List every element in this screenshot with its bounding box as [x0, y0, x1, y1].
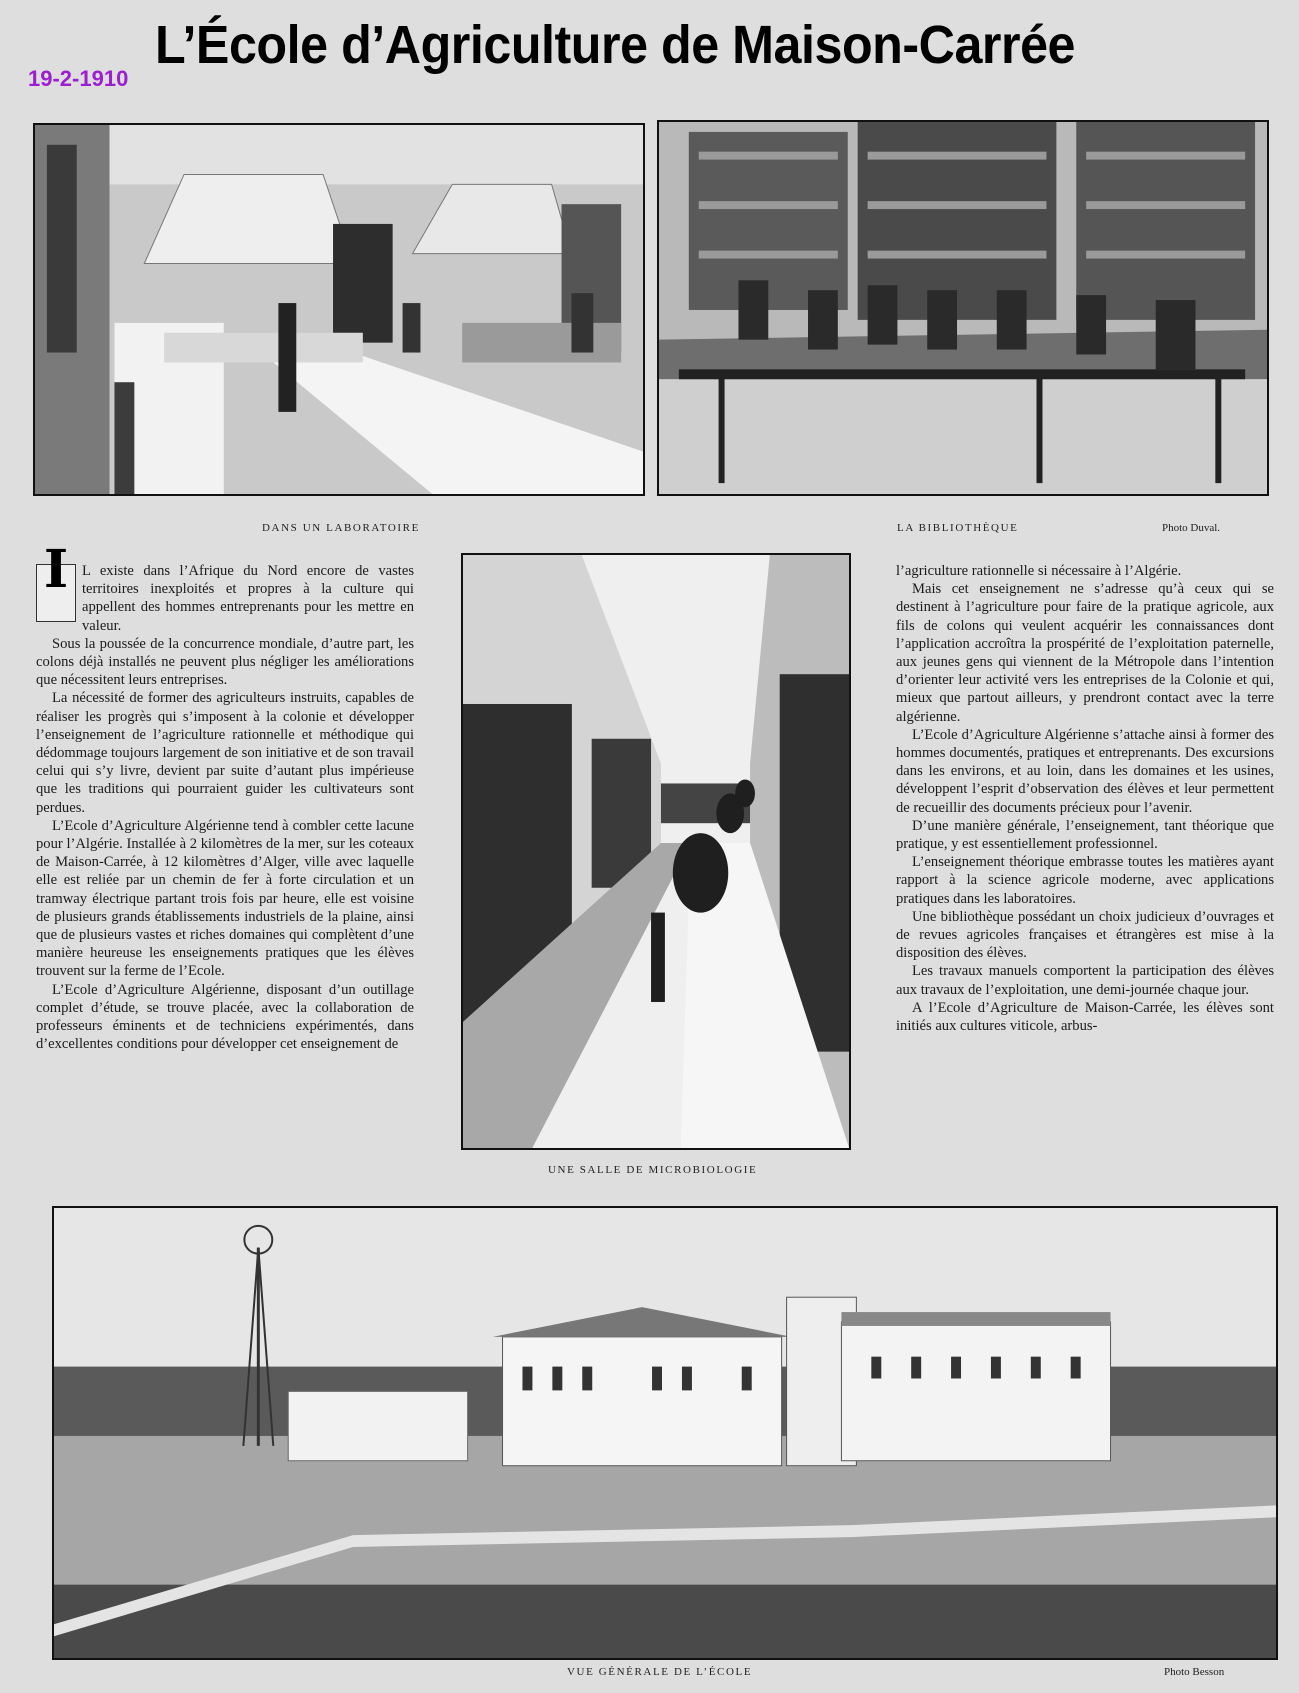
paragraph: l’agriculture rationnelle si nécessaire à l’Algérie. — [896, 563, 1182, 579]
photo-school-general-view — [52, 1206, 1278, 1660]
paragraph: Mais cet enseignement ne s’adresse qu’à ceux qui se destinent à l’agriculture pour faire de la pratique agricole, aux fils de colons qui veulent acquérir les connaissances dont l’application accroîtra la prospérité de l’exploitation paternelle, aux jeunes gens qui viennent de la Métropole dans l’intention d’orienter leur activité vers les entreprises de la Colonie et qui, mieux que partout ailleurs, y prendront contact avec la terre algérienne. — [896, 581, 1274, 725]
credit-library: Photo Duval. — [1162, 522, 1221, 534]
paragraph: Les travaux manuels comportent la participation des élèves aux travaux de l’exploitation, une demi-journée chaque jour. — [896, 963, 1274, 998]
paragraph: Sous la poussée de la concurrence mondiale, d’autre part, les colons déjà installés ne peuvent plus négliger les améliorations que nécessitent leurs entreprises. — [36, 635, 414, 689]
caption-microbiology: UNE SALLE DE MICROBIOLOGIE — [548, 1164, 758, 1176]
paragraph: A l’Ecole d’Agriculture de Maison-Carrée, les élèves sont initiés aux cultures viticole, arbus- — [896, 999, 1274, 1035]
paragraph: D’une manière générale, l’enseignement, tant théorique que pratique, y est essentiellement professionnel. — [896, 817, 1274, 853]
credit-school-general-view: Photo Besson — [1164, 1666, 1225, 1678]
article-column-left — [36, 539, 414, 1053]
issue-date: 19-2-1910 — [28, 66, 129, 91]
article-column-right — [896, 562, 1274, 1035]
paragraph: L’Ecole d’Agriculture Algérienne s’attache ainsi à former des hommes documentés, pratiques et entreprenants. Des excursions dans les environs, et au loin, dans les domaines et les usines, développent l’esprit d’observation des élèves et leur permettent de recueillir des documents précieux pour l’avenir. — [896, 726, 1274, 816]
drop-cap-ornament — [36, 539, 76, 622]
caption-laboratory: DANS UN LABORATOIRE — [262, 522, 420, 534]
caption-library: LA BIBLIOTHÈQUE — [897, 522, 1019, 534]
paragraph: L’Ecole d’Agriculture Algérienne, disposant d’un outillage complet d’étude, se trouve placée, avec la collaboration de professeurs éminents et de techniciens expérimentés, dans d’excellentes conditions pour développer cet enseignement de — [36, 981, 414, 1053]
page-title: L’École d’Agriculture de Maison-Carrée — [155, 15, 1076, 75]
paragraph: L’Ecole d’Agriculture Algérienne tend à combler cette lacune pour l’Algérie. Installée à 2 kilomètres de la mer, sur les coteaux de Maison-Carrée, à 12 kilomètres d’Alger, ville avec laquelle elle est reliée par un chemin de fer à forte circulation et un tramway électrique partant trois fois par heure, elle est voisine de plusieurs grands établissements industriels de la plaine, ainsi que de plusieurs vastes et riches domaines qui complètent d’une manière heureuse les enseignements pratiques que les élèves trouvent sur la ferme de l’Ecole. — [36, 817, 414, 980]
photo-microbiology-room — [461, 553, 851, 1150]
drop-cap-letter: I — [43, 539, 69, 600]
paragraph: L’enseignement théorique embrasse toutes les matières ayant rapport à la science agricole moderne, avec applications pratiques dans les laboratoires. — [896, 854, 1274, 907]
paragraph: Une bibliothèque possédant un choix judicieux d’ouvrages et de revues agricoles françaises et étrangères est mise à la disposition des élèves. — [896, 908, 1274, 962]
paragraph: La nécessité de former des agriculteurs instruits, capables de réaliser les progrès qui s’imposent à la colonie et développer l’enseignement de l’agriculture rationnelle et méthodique qui dédommage toujours largement de son initiative et de son travail celui qui s’y livre, devient par suite d’autant plus impérieuse que les traditions qui pourraient guider les cultivateurs sont perdues. — [36, 690, 414, 816]
photo-library — [657, 120, 1269, 496]
paragraph: L existe dans l’Afrique du Nord encore de vastes territoires inexploités et propres à la culture qui appellent des hommes entreprenants pour les mettre en valeur. — [82, 563, 414, 634]
caption-school-general-view: VUE GÉNÉRALE DE L’ÉCOLE — [567, 1666, 753, 1678]
photo-laboratory — [33, 123, 645, 496]
